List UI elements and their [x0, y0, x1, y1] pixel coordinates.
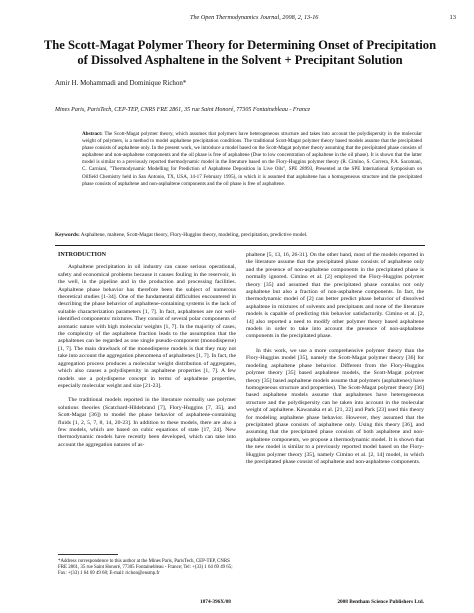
- body-paragraph: phaltene [5, 13, 16, 26-31]. On the other hand, most of the models reported in the literature assume that the precipitated phase consists of asphaltene only and the presence of non-asphaltene components in the precipitated phase is normally ignored. Cimino et al. [2] employed the Flory-Huggins polymer theory [35] and assumed that the precipitated phase contains not only asphaltene but also a fraction of non-asphaltene components. In fact, the thermodynamic model of [2] can better predict phase behavior of dissolved asphaltene in mixtures of solvents and precipitants and none of the literature models is capable of predicting this behavior satisfactorily. Cimino et al. [2, 14] also reported a need to modify other polymer theory based asphaltene models in order to take into account the presence of non-asphaltene components in the precipitated phase.: [246, 252, 424, 340]
- affiliation: Mines Paris, ParisTech, CEP-TEP, CNRS FRE 2861, 35 rue Saint Honoré, 77305 Fontainebleau - France: [55, 107, 311, 113]
- abstract-label: Abstract:: [82, 131, 103, 137]
- authors: Amir H. Mohammadi and Dominique Richon*: [55, 79, 187, 87]
- body-paragraph: In this work, we use a more comprehensive polymer theory than the Flory-Huggins model [35], namely the Scott-Magat polymer theory [36] for modeling asphaltene phase behavior. Different from the Flory-Huggins polymer theory [35] based asphaltene models, the Scott-Magat polymer theory [35] based asphaltene models assume that polymers (asphaltenes) have homogeneous structure and properties). The Scott-Magat polymer theory [36] based asphaltene models assume that asphaltenes have heterogeneous structure and the polydispersity can be taken into account in the molecular weight of asphaltene. Kawanaka et al. [21, 22] and Park [23] used this theory for modeling asphaltene phase behavior. However, they assumed that the precipitated phase consists of asphaltene only. Using this theory [36], and assuming that the precipitated phase consists of both asphaltene and non-asphaltene components, we propose a thermodynamic model. It is shown that the new model is similar to a previously reported model based on the Flory-Huggins polymer theory [35], namely Cimino et al. [2, 14] model, in which the precipitated phase consist of asphaltene and non-asphaltene components.: [246, 347, 424, 465]
- keywords: [55, 232, 425, 239]
- keywords-text: Asphaltene, maltene, Scott-Magat theory, Flory-Huggins theory, modeling, precipitation, predictive model.: [80, 232, 308, 238]
- section-divider: [55, 245, 425, 246]
- publisher: 2008 Bentham Science Publishers Ltd.: [337, 599, 424, 605]
- journal-header: The Open Thermodynamics Journal, 2008, 2, 13-16: [190, 14, 319, 21]
- abstract-text: The Scott-Magat polymer theory, which assumes that polymers have heterogeneous structure and takes into account the polydispersity in the molecular weight of polymers, is a method to model asphaltene precipitation conditions. The traditional Scott-Magat polymer theory based models assume that the precipitated phase consists of asphaltene only. In the present work, we introduce a model based on the Scott-Magat polymer theory assuming that the precipitated phase consists of asphaltene and non-asphaltene components and the oil phase is free of asphaltene (Due to low concentration of asphaltene in the oil phase). It is shown that the latter model is similar to a previously reported thermodynamic model in the literature based on the Flory-Huggins polymer theory (R. Cimino, S. Correra, P.A. Sacomani, C. Carniani, "Thermodynamic Modelling for Prediction of Asphaltene Deposition in Live Oils", SPE 28993, Presented at the SPE International Symposium on Oilfield Chemistry held in San Antonio, TX, USA, 14-17 February 1995), in which it is assumed that asphaltene has a homogeneous structure and the precipitated phase consists of asphaltene and non-asphaltene components and the oil phase is free of asphaltene.: [82, 131, 423, 187]
- right-column: [246, 252, 424, 466]
- page-number: 13: [449, 14, 456, 21]
- keywords-label: Keywords:: [55, 232, 80, 238]
- body-paragraph: The traditional models reported in the literature normally use polymer solutions theories (Scatchard-Hildebrand [7], Flory-Huggins [7, 35], and Scott-Magat [36]) to model the phase behavior of asphaltene-containing fluids [1, 2, 5, 7, 8, 14, 20-23]. In addition to these models, there are also a few models, which are based on cubic equations of state [17, 24]. New thermodynamic models have recently been developed, which can take into account the aggregation natures of as-: [58, 397, 236, 448]
- abstract: [82, 131, 422, 188]
- body-paragraph: Asphaltene precipitation in oil industry can cause serious operational, safety and economical problems because it causes fouling in the reservoir, in the well, in the pipeline and in the production and processing facilities. Asphaltene phase behavior has therefore been the subject of numerous theoretical studies [1-34]. One of the fundamental difficulties encountered in describing the phase behavior of asphaltene-containing systems is the lack of suitable characterization parameters [1, 7]. In fact, asphaltenes are not well-identified components/ mixtures. They consist of several polar components of aromatic nature with high molecular weights [1, 7]. In the majority of cases, the complexity of the asphaltene fraction leads to the assumption that the asphaltenes can be regarded as one single pseudo-component (monodisperse) [1, 7]. The main drawback of the monodisperse models is that they may not take into account the aggregation phenomena of asphaltenes [1, 7]. In fact, the aggregation process produces a molecular weight distribution of aggregates, which also causes a polydispersity in asphaltene properties [1, 7]. A few models use a polydisperse concept in terms of asphaltene properties, especially molecular weight and size [21-23].: [58, 264, 236, 389]
- section-heading-introduction: INTRODUCTION: [58, 252, 107, 258]
- footnote-rule: [58, 554, 118, 555]
- paper-title: The Scott-Magat Polymer Theory for Determining Onset of Precipitation of Dissolved Asphaltene in the Solvent + Precipitant Solution: [43, 38, 437, 67]
- footnote: *Address correspondence to this author at the Mines Paris, ParisTech, CEP-TEP, CNRS FRE 2861, 35 rue Saint Honoré, 77305 Fontainebleau - France; Tel: +(33) 1 64 69 49 65; Fax: +(33) 1 64 69 49 68; E-mail: richon@ensmp.fr: [58, 559, 233, 576]
- left-column: [58, 252, 236, 449]
- issn: 1874-396X/08: [200, 599, 231, 605]
